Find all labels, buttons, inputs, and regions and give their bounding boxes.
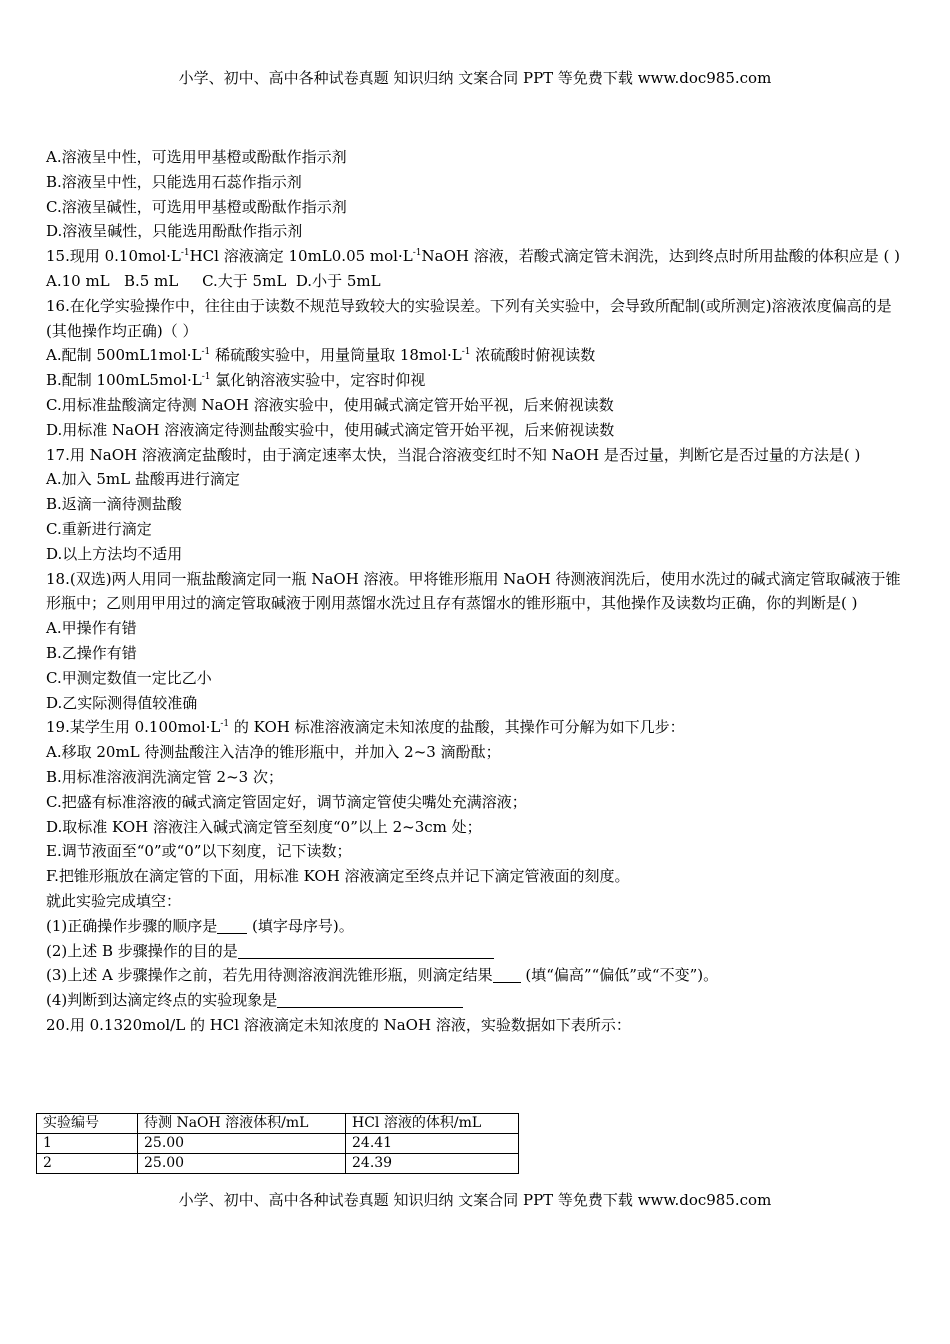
q19-step-f: F.把锥形瓶放在滴定管的下面，用标准 KOH 溶液滴定至终点并记下滴定管液面的刻度。 <box>46 867 630 886</box>
q19-step-a: A.移取 20mL 待测盐酸注入洁净的锥形瓶中，并加入 2~3 滴酚酞； <box>46 743 501 762</box>
q14-option-b: B.溶液呈中性，只能选用石蕊作指示剂 <box>46 172 302 191</box>
document-body <box>46 145 908 1038</box>
table-header-cell: 待测 NaOH 溶液体积/mL <box>138 1114 346 1134</box>
q19-fill-intro: 就此实验完成填空： <box>46 891 182 910</box>
q15-options: A.10 mL B.5 mL C.大于 5mL D.小于 5mL <box>46 271 381 290</box>
q16-option-c: C.用标准盐酸滴定待测 NaOH 溶液实验中，使用碱式滴定管开始平视，后来俯视读数 <box>46 395 614 414</box>
table-cell: 25.00 <box>138 1134 346 1154</box>
answer-blank-4[interactable] <box>277 991 463 1008</box>
q17-stem: 17.用 NaOH 溶液滴定盐酸时，由于滴定速率太快，当混合溶液变红时不知 NaOH 是否过量，判断它是否过量的方法是( ) <box>46 445 861 464</box>
table-cell: 2 <box>37 1154 138 1174</box>
q16-option-a: A.配制 $500mL1mol\cdot L^{-1}$ 稀硫酸实验中，用量筒量取 $18mol\cdot L^{-1}$ 浓硫酸时俯视读数 <box>46 346 596 365</box>
q14-option-d: D.溶液呈碱性，只能选用酚酞作指示剂 <box>46 222 303 241</box>
table-cell: 1 <box>37 1134 138 1154</box>
answer-blank-3[interactable] <box>493 966 521 983</box>
q19-step-e: E.调节液面至“0”或“0”以下刻度，记下读数； <box>46 842 352 861</box>
table-cell: 24.39 <box>346 1154 519 1174</box>
q16-option-b: B.配制 $100mL5mol\cdot L^{-1}$ 氯化钠溶液实验中，定容时仰视 <box>46 371 426 390</box>
q17-option-b: B.返滴一滴待测盐酸 <box>46 495 182 514</box>
q17-option-d: D.以上方法均不适用 <box>46 544 183 563</box>
table-row <box>37 1154 519 1174</box>
q20-stem: 20.用 0.1320mol/L 的 HCl 溶液滴定未知浓度的 NaOH 溶液，实验数据如下表所示： <box>46 1015 631 1034</box>
q18-option-c: C.甲测定数值一定比乙小 <box>46 668 212 687</box>
q19-step-b: B.用标准溶液润洗滴定管 2~3 次； <box>46 767 283 786</box>
q18-option-b: B.乙操作有错 <box>46 643 137 662</box>
table-header-cell: HCl 溶液的体积/mL <box>346 1114 519 1134</box>
q16-option-d: D.用标准 NaOH 溶液滴定待测盐酸实验中，使用碱式滴定管开始平视，后来俯视读数 <box>46 420 615 439</box>
q19-step-c: C.把盛有标准溶液的碱式滴定管固定好，调节滴定管使尖嘴处充满溶液； <box>46 792 527 811</box>
table-header-cell: 实验编号 <box>37 1114 138 1134</box>
table-header-row <box>37 1114 519 1134</box>
q14-option-a: A.溶液呈中性，可选用甲基橙或酚酞作指示剂 <box>46 148 347 166</box>
q20-data-table <box>36 1113 519 1174</box>
q15-stem: 15.现用 $0.10mol\cdot L^{-1}HCl$ 溶液滴定 10mL0.05 $mol\cdot L^{-1}NaOH$ 溶液，若酸式滴定管未润洗，达到终点时所用盐酸的体积应是 ( ) <box>46 247 900 266</box>
q17-option-c: C.重新进行滴定 <box>46 519 152 538</box>
q18-stem: 18.(双选)两人用同一瓶盐酸滴定同一瓶 NaOH 溶液。甲将锥形瓶用 NaOH 待测液润洗后，使用水洗过的碱式滴定管取碱液于锥形瓶中；乙则用甲用过的滴定管取碱液于刚用蒸馏水洗过且存有蒸馏水的锥形瓶中，其他操作及读数均正确，你的判断是( ) <box>46 569 901 613</box>
answer-blank-1[interactable] <box>217 917 247 934</box>
answer-blank-2[interactable] <box>238 942 494 959</box>
page-footer: 小学、初中、高中各种试卷真题 知识归纳 文案合同 PPT 等免费下载 www.doc985.com <box>178 1191 772 1209</box>
page-header: 小学、初中、高中各种试卷真题 知识归纳 文案合同 PPT 等免费下载 www.doc985.com <box>178 69 772 87</box>
q19-stem: 19.某学生用 $0.100mol\cdot L^{-1}$ 的 KOH 标准溶液滴定未知浓度的盐酸，其操作可分解为如下几步： <box>46 718 685 737</box>
q19-step-d: D.取标准 KOH 溶液注入碱式滴定管至刻度“0”以上 2~3cm 处； <box>46 817 482 836</box>
table-cell: 24.41 <box>346 1134 519 1154</box>
table-row <box>37 1134 519 1154</box>
q19-part-1: (1)正确操作步骤的顺序是 (填字母序号)。 <box>46 916 354 935</box>
q19-part-3: (3)上述 A 步骤操作之前，若先用待测溶液润洗锥形瓶，则滴定结果 (填“偏高”“偏低”或“不变”)。 <box>46 966 719 985</box>
q17-option-a: A.加入 5mL 盐酸再进行滴定 <box>46 470 240 489</box>
q18-option-a: A.甲操作有错 <box>46 619 137 638</box>
q19-part-4: (4)判断到达滴定终点的实验现象是 <box>46 988 908 1013</box>
table-cell: 25.00 <box>138 1154 346 1174</box>
q16-stem: 16.在化学实验操作中，往往由于读数不规范导致较大的实验误差。下列有关实验中，会导致所配制(或所测定)溶液浓度偏高的是(其他操作均正确)（ ） <box>46 296 892 340</box>
q18-option-d: D.乙实际测得值较准确 <box>46 693 198 712</box>
q19-part-2: (2)上述 B 步骤操作的目的是 <box>46 939 908 964</box>
q14-option-c: C.溶液呈碱性，可选用甲基橙或酚酞作指示剂 <box>46 197 347 216</box>
